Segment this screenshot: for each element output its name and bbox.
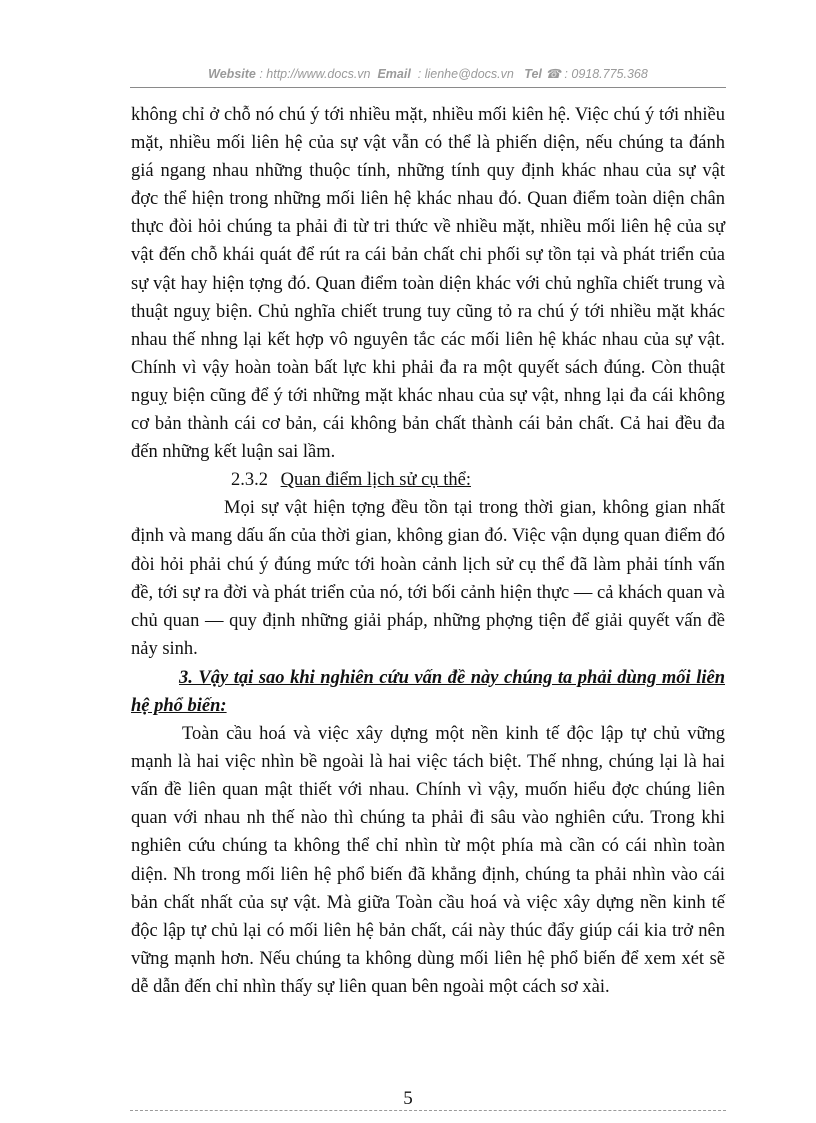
website-label: Website xyxy=(208,67,256,81)
subsection-number: 2.3.2 xyxy=(231,470,268,491)
email-value: : lienhe@docs.vn xyxy=(417,67,514,81)
document-body xyxy=(131,101,725,1001)
paragraph-2: Mọi sự vật hiện tợng đều tồn tại trong thời gian, không gian nhất định và mang dấu ấn của thời gian, không gian đó. Việc vận dụng quan điểm đó đòi hỏi phải chú ý đúng mức tới hoàn cảnh lịch sử cụ thể đã làm phải tính vấn đề, tới sự ra đời và phát triển của nó, tới bối cảnh hiện thực — cả khách quan và chủ quan — quy định những giải pháp, những phợng tiện để giải quyết vấn đề nảy sinh. xyxy=(131,498,725,659)
section-heading: 3. Vậy tại sao khi nghiên cứu vấn đề này chúng ta phải dùng mối liên hệ phổ biến: xyxy=(131,667,725,716)
header-divider xyxy=(130,87,726,88)
website-value: : http://www.docs.vn xyxy=(259,67,371,81)
paragraph-1: không chỉ ở chỗ nó chú ý tới nhiều mặt, nhiều mối kiên hệ. Việc chú ý tới nhiều mặt, nhiều mối liên hệ của sự vật vẫn có thể là phiến diện, nếu chúng ta đánh giá ngang nhau những thuộc tính, những tính quy định khác nhau của sự vật đợc thể hiện trong những mối liên hệ khác nhau đó. Quan điểm toàn diện chân thực đòi hỏi chúng ta phải đi từ tri thức về nhiều mặt, nhiều mối liên hệ của sự vật đến chỗ khái quát để rút ra cái bản chất chi phối sự tồn tại và phát triển của sự vật hay hiện tợng đó. Quan điểm toàn diện khác với chủ nghĩa chiết trung và thuật nguỵ biện. Chủ nghĩa chiết trung tuy cũng tỏ ra chú ý tới nhiều mặt khác nhau thế nhng lại kết hợp vô nguyên tắc các mối liên hệ khác nhau của sự vật. Chính vì vậy hoàn toàn bất lực khi phải đa ra một quyết sách đúng. Còn thuật nguỵ biện cũng để ý tới những mặt khác nhau của sự vật, nhng lại đa cái không cơ bản thành cái cơ bản, cái không bản chất thành cái bản chất. Cả hai đều đa đến những kết luận sai lầm. xyxy=(131,105,725,463)
email-label: Email xyxy=(377,67,411,81)
subsection-title: Quan điểm lịch sử cụ thể: xyxy=(280,470,471,491)
tel-label: Tel xyxy=(524,67,542,81)
page-number: 5 xyxy=(403,1088,413,1109)
page-header xyxy=(130,66,726,81)
footer-divider xyxy=(130,1110,726,1111)
paragraph-3: Toàn cầu hoá và việc xây dựng một nền kinh tế độc lập tự chủ vững mạnh là hai việc nhìn bề ngoài là hai việc tách biệt. Thế nhng, chúng lại là hai vấn đề liên quan mật thiết với nhau. Chính vì vậy, muốn hiểu đợc chúng liên quan với nhau nh thế nào thì chúng ta phải đi sâu vào nghiên cứu. Trong khi nghiên cứu chúng ta không thể chỉ nhìn từ một phía mà cần có cái nhìn toàn diện. Nh trong mối liên hệ phổ biến đã khẳng định, chúng ta phải nhìn vào cái bản chất nhất của sự vật. Mà giữa Toàn cầu hoá và việc xây dựng nền kinh tế độc lập tự chủ lại có mối liên hệ bản chất, cái này thúc đẩy giúp cái kia trở nên vững mạnh hơn. Nếu chúng ta không dùng mối liên hệ phổ biến để xem xét sẽ dễ dẫn đến chỉ nhìn thấy sự liên quan bên ngoài một cách sơ xài. xyxy=(131,724,725,997)
tel-value: ☎ : 0918.775.368 xyxy=(545,67,648,81)
subsection-heading xyxy=(131,466,725,494)
